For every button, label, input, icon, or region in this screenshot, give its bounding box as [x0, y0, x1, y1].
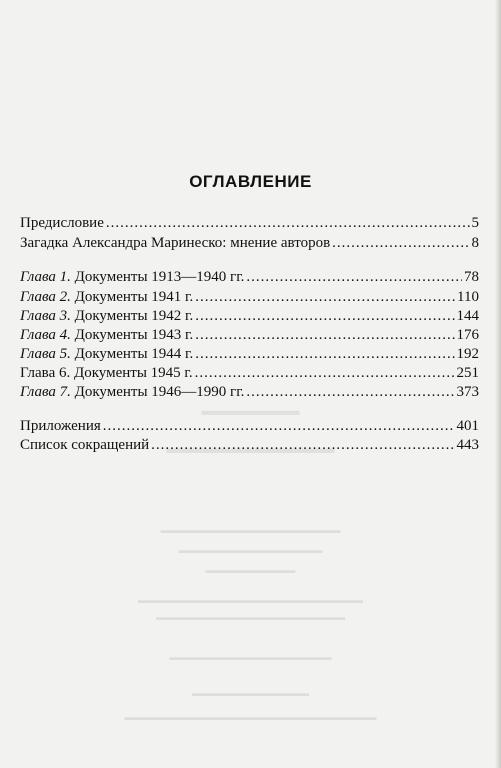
toc-page-number: 443	[456, 437, 479, 453]
toc-page-number: 373	[456, 384, 479, 400]
dot-leader	[103, 416, 455, 436]
toc-entry-label	[20, 382, 244, 402]
chapter-prefix: Глава 2.	[20, 289, 71, 305]
toc-entry-abbreviations	[20, 435, 479, 455]
toc-entry-chapter-5	[20, 344, 479, 364]
dot-leader	[195, 344, 454, 364]
toc-entry-label	[20, 287, 193, 307]
bleed-through-text: ▬▬▬▬▬▬▬▬▬▬	[205, 565, 296, 575]
chapter-prefix: Глава 7.	[20, 384, 71, 400]
toc-entry-chapter-4	[20, 325, 479, 345]
bleed-through-text: ▬▬▬▬▬▬▬▬▬▬▬▬▬▬▬▬▬▬	[169, 652, 332, 662]
bleed-through-text: ▬▬▬▬▬▬▬▬▬▬▬▬▬▬▬▬	[178, 545, 323, 555]
chapter-title: Документы 1945 г.	[73, 365, 193, 381]
chapter-title: Документы 1913—1940 гг.	[74, 269, 245, 285]
bleed-through-text: ▬▬▬▬▬▬▬	[201, 402, 300, 418]
bleed-through-text: ▬▬▬▬▬▬▬▬▬▬▬▬▬	[192, 688, 309, 698]
dot-leader	[332, 233, 469, 253]
chapter-title: Документы 1942 г.	[74, 308, 194, 324]
toc-page-number: 144	[456, 308, 479, 324]
toc-page-number: 110	[457, 289, 479, 305]
toc-page-number: 78	[464, 269, 479, 285]
toc-entry-chapter-1	[20, 267, 479, 287]
toc-entry-chapter-6	[20, 363, 479, 383]
chapter-title: Документы 1943 г.	[74, 327, 194, 343]
toc-entry-chapter-3	[20, 306, 479, 326]
toc-page-number: 8	[471, 235, 479, 251]
toc-entry-label	[20, 267, 244, 287]
chapter-title: Документы 1944 г.	[74, 346, 194, 362]
toc-entry-label: Предисловие	[20, 215, 104, 231]
dot-leader	[246, 382, 454, 402]
toc-page-number: 192	[456, 346, 479, 362]
toc-entry-label	[20, 325, 193, 345]
dot-leader	[106, 213, 470, 233]
chapter-title: Документы 1941 г.	[74, 289, 194, 305]
toc-entry-chapter-7	[20, 382, 479, 402]
dot-leader	[151, 435, 454, 455]
bleed-through-text: ▬▬▬▬▬▬▬▬▬▬▬▬▬▬▬▬▬▬▬▬▬▬▬▬▬▬▬▬	[124, 712, 377, 722]
chapter-prefix: Глава 6.	[20, 365, 71, 381]
page-title: ОГЛАВЛЕНИЕ	[189, 172, 312, 191]
chapter-prefix: Глава 5.	[20, 346, 71, 362]
toc-entry-label: Загадка Александра Маринеско: мнение авторов	[20, 235, 331, 251]
page-edge-shadow	[495, 0, 501, 768]
chapter-prefix: Глава 3.	[20, 308, 71, 324]
toc-page-number: 401	[456, 418, 479, 434]
toc-entry-chapter-2	[20, 287, 479, 307]
toc-page-number: 5	[471, 215, 479, 231]
chapter-prefix: Глава 1.	[20, 269, 71, 285]
toc-entry-label: Список сокращений	[20, 437, 150, 453]
chapter-title: Документы 1946—1990 гг.	[74, 384, 245, 400]
dot-leader	[246, 267, 462, 287]
dot-leader	[195, 325, 454, 345]
dot-leader	[195, 287, 455, 307]
toc-entry-label: Приложения	[20, 418, 101, 434]
dot-leader	[195, 306, 454, 326]
bleed-through-text: ▬▬▬▬▬▬▬▬▬▬▬▬	[166, 440, 335, 456]
toc-page-number: 251	[456, 365, 479, 381]
bleed-through-text: ▬▬▬▬▬▬▬▬▬▬▬▬▬▬▬▬▬▬▬▬	[160, 525, 341, 535]
toc-entry-appendices	[20, 416, 479, 436]
dot-leader	[195, 363, 455, 383]
bleed-through-text: ▬▬▬▬▬▬▬▬▬▬▬▬▬▬▬▬▬▬▬▬▬	[156, 612, 345, 622]
toc-entry-label	[20, 344, 193, 364]
toc-entry-preface	[20, 213, 479, 233]
bleed-through-text: ▬▬▬▬▬▬▬▬▬▬▬▬▬▬▬▬▬▬▬▬▬▬▬▬▬	[138, 595, 363, 605]
toc-entry-mystery	[20, 233, 479, 253]
chapter-prefix: Глава 4.	[20, 327, 71, 343]
toc-entry-label	[20, 363, 193, 383]
toc-page-number: 176	[456, 327, 479, 343]
toc-entry-label	[20, 306, 193, 326]
